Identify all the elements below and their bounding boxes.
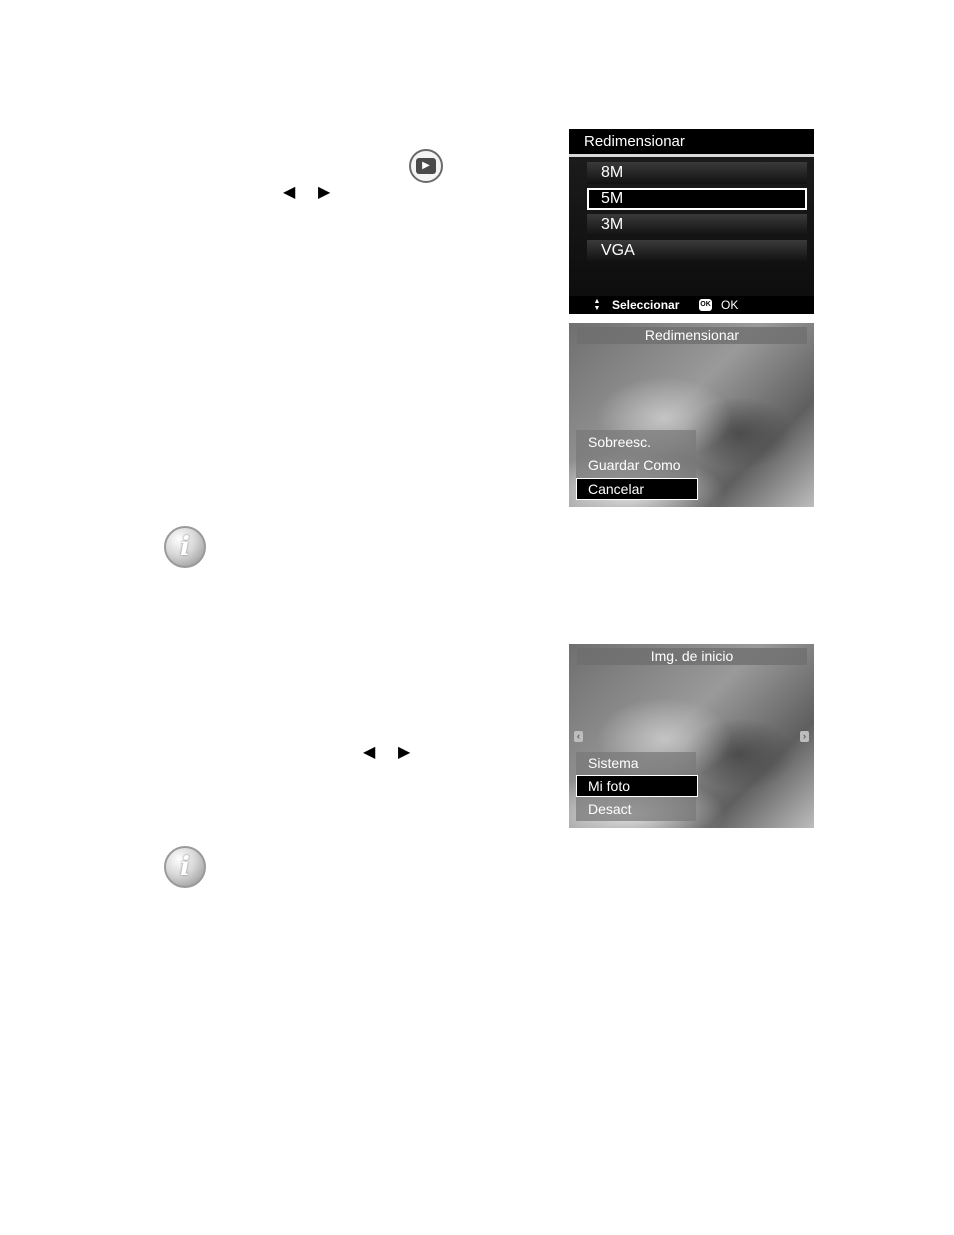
options-menu [576, 430, 696, 499]
screen-title: Img. de inicio [577, 648, 807, 665]
menu-item-8m[interactable]: 8M [587, 162, 807, 184]
chevron-right-icon[interactable]: › [800, 731, 809, 742]
option-overwrite[interactable]: Sobreesc. [588, 434, 652, 450]
options-menu [576, 752, 696, 821]
option-my-photo[interactable]: Mi foto [576, 775, 698, 797]
info-icon [164, 846, 206, 888]
menu-item-5m[interactable]: 5M [587, 188, 807, 210]
footer-select-label: Seleccionar [612, 298, 680, 312]
footer-ok-label: OK [721, 298, 739, 312]
option-system[interactable]: Sistema [588, 755, 639, 771]
option-cancel[interactable]: Cancelar [576, 478, 698, 500]
playback-button-icon [409, 149, 443, 183]
right-arrow-icon: ▶ [318, 184, 331, 201]
left-arrow-icon: ◀ [283, 184, 296, 201]
startup-image-screen [569, 644, 814, 828]
resize-size-screen [569, 129, 814, 314]
chevron-left-icon[interactable]: ‹ [574, 731, 583, 742]
info-letter: i [180, 532, 190, 562]
play-triangle-icon: ▶ [422, 160, 430, 171]
up-down-arrows-icon: ▲▼ [593, 298, 601, 312]
screen-footer [569, 296, 814, 314]
screen-title: Redimensionar [569, 129, 814, 154]
option-off[interactable]: Desact [588, 801, 632, 817]
screen-title: Redimensionar [577, 327, 807, 344]
menu-item-3m[interactable]: 3M [587, 214, 807, 236]
info-letter: i [180, 852, 190, 882]
option-save-as[interactable]: Guardar Como [588, 457, 681, 473]
resize-save-screen [569, 323, 814, 507]
info-icon [164, 526, 206, 568]
title-divider [569, 154, 814, 157]
right-arrow-icon: ▶ [398, 744, 411, 761]
left-arrow-icon: ◀ [363, 744, 376, 761]
ok-button-icon: OK [699, 299, 712, 311]
menu-item-vga[interactable]: VGA [587, 240, 807, 262]
